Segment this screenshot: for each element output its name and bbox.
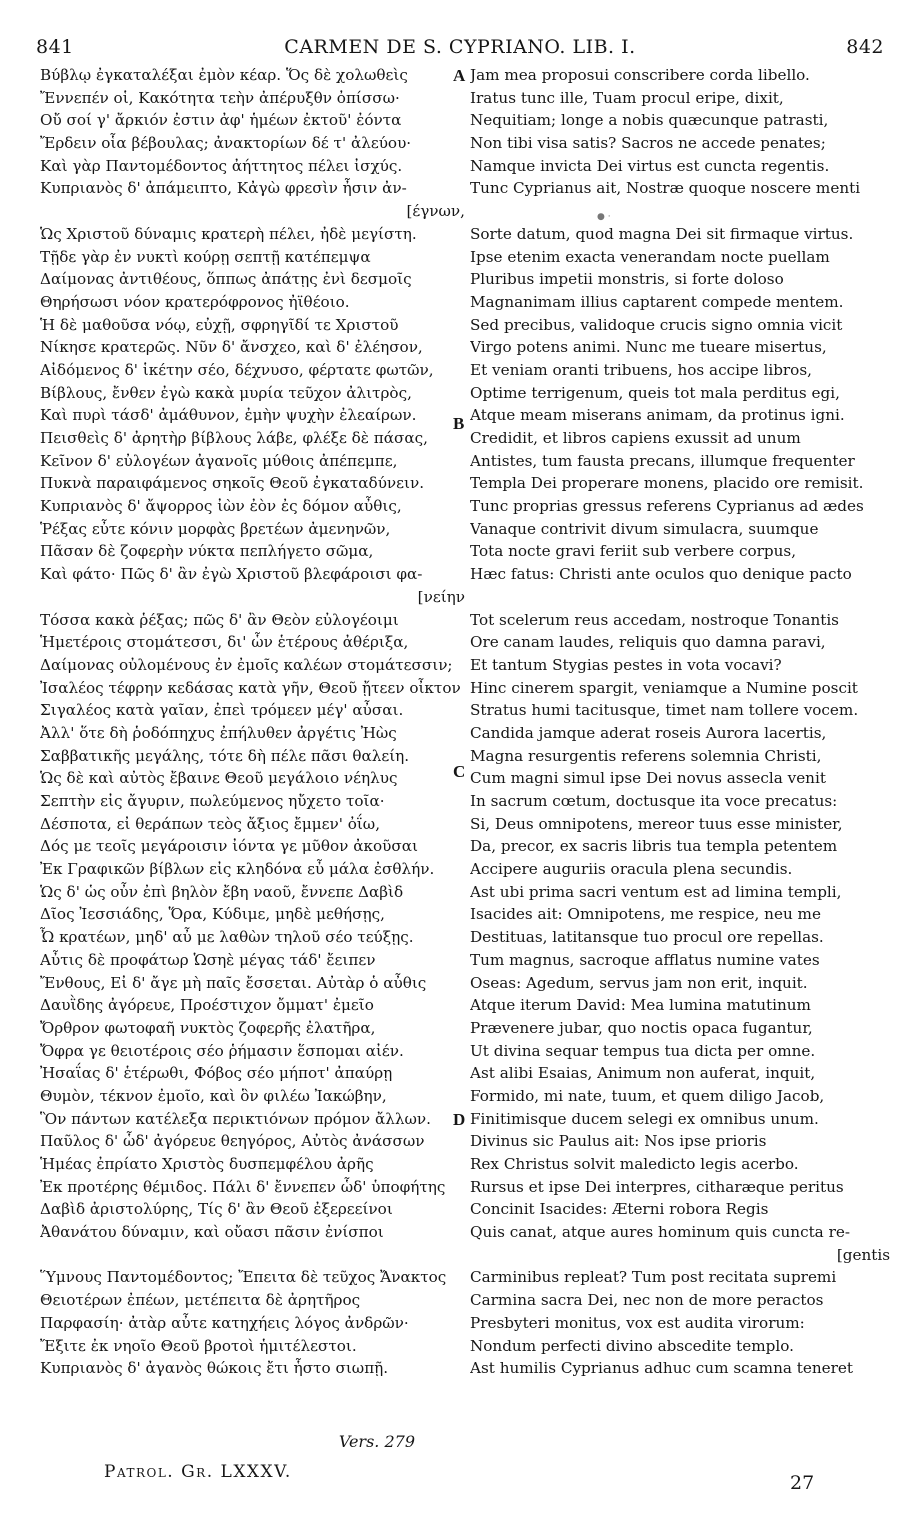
latin-verse-line: Tunc Cyprianus ait, Nostræ quoque noscere menti <box>470 179 861 198</box>
running-title: CARMEN DE S. CYPRIANO. LIB. I. <box>284 36 636 58</box>
greek-verse-line: Ὃν πάντων κατέλεξα περικτιόνων πρόμον ἄλλων. <box>40 1109 431 1128</box>
latin-verse-line: Credidit, et libros capiens exussit ad unum <box>470 429 801 447</box>
greek-verse-line: Σεπτὴν εἰς ἄγυριν, πωλεύμενος ηὔχετο τοῖα· <box>40 792 385 810</box>
margin-marker-b: B <box>453 414 465 433</box>
latin-verse-line: Templa Dei properare monens, placido ore remisit. <box>470 474 864 493</box>
latin-verse-line: Pluribus impetii monstris, si forte doloso <box>470 270 784 289</box>
latin-verse-line: Ipse etenim exacta venerandam nocte puellam <box>470 247 830 266</box>
greek-verse-line: Παρφασίη· ἀτὰρ αὖτε κατηχήεις λόγος ἀνδρῶν· <box>40 1313 409 1332</box>
greek-verse-line: Ἠσαΐας δ' ἑτέρωθι, Φόβος σέο μήποτ' ἀπαύρῃ <box>40 1064 393 1083</box>
latin-verse-line: Iratus tunc ille, Tuam procul eripe, dixit, <box>470 88 784 107</box>
greek-verse-line: Θυμὸν, τέκνον ἐμοῖο, καὶ ὃν φιλέω Ἰακώβην, <box>40 1086 387 1105</box>
latin-verse-line: Tota nocte gravi feriit sub verbere corpus, <box>470 542 797 561</box>
greek-verse-line: Θειοτέρων ἐπέων, μετέπειτα δὲ ἀρητῆρος <box>40 1291 361 1310</box>
greek-verse-line: Ὦ κρατέων, μηδ' αὖ με λαθὼν τηλοῦ σέο τεύξῃς. <box>40 928 414 947</box>
latin-verse-line: Finitimisque ducem selegi ex omnibus unum. <box>470 1109 819 1128</box>
latin-verse-line: Ut divina sequar tempus tua dicta per omne. <box>470 1041 816 1060</box>
greek-verse-line: Ἰσαλέος τέφρην κεδάσας κατὰ γῆν, Θεοῦ ᾔτεεν οἶκτον <box>40 678 461 697</box>
latin-verse-line: Virgo potens animi. Nunc me tueare misertus, <box>470 338 827 357</box>
latin-verse-line: Cum magni simul ipse Dei novus assecla venit <box>470 769 826 788</box>
greek-verse-line: Θηρήσωσι νόον κρατερόφρονος ἠϊθέοιο. <box>40 292 350 311</box>
latin-verse-line: Isacides ait: Omnipotens, me respice, neu me <box>470 905 821 924</box>
greek-verse-line: Κεῖνον δ' εὐλογέων ἀγανοῖς μύθοις ἀπέπεμπε, <box>40 451 398 470</box>
latin-verse-line: Magna resurgentis referens solemnia Christi, <box>470 746 822 765</box>
greek-verse-line: Αὖτις δὲ προφάτωρ Ὡσηὲ μέγας τάδ' ἔειπεν <box>40 950 376 969</box>
greek-verse-line: Ἐκ προτέρης θέμιδος. Πάλι δ' ἔννεπεν ὧδ' ὑποφήτης <box>40 1177 446 1196</box>
greek-verse-line: Ῥέξας εὖτε κόνιν μορφὰς βρετέων ἀμενηνῶν, <box>40 519 391 538</box>
latin-verse-line: Ast ubi prima sacri ventum est ad limina templi, <box>470 882 842 901</box>
greek-verse-line: [έγνων, <box>406 202 465 221</box>
greek-verse-line: Ἀθανάτου δύναμιν, καὶ οὔασι πᾶσιν ἐνίσποι <box>40 1223 384 1242</box>
latin-verse-line: Tunc proprias gressus referens Cyprianus ad ædes <box>470 497 864 516</box>
greek-verse-line: Δαυῒδης ἀγόρευε, Προέστιχον ὄμματ' ἐμεῖο <box>40 996 374 1015</box>
latin-verse-line <box>470 586 890 609</box>
latin-verse-line: Da, precor, ex sacris libris tua templa petentem <box>470 837 838 856</box>
latin-verse-line: Carminibus repleat? Tum post recitata supremi <box>470 1268 837 1287</box>
latin-verse-line: Quis canat, atque aures hominum quis cuncta re- <box>470 1223 850 1242</box>
latin-verse-line: Ast alibi Esaias, Animum non auferat, inquit, <box>470 1064 816 1083</box>
verse-count: Vers. 279 <box>338 1432 415 1451</box>
footer-page-number: 27 <box>790 1472 815 1494</box>
latin-verse-line: Stratus humi tacitusque, timet nam tollere vocem. <box>470 701 859 720</box>
latin-verse-line: Prævenere jubar, quo noctis opaca fugantur, <box>470 1018 813 1037</box>
greek-verse-line: Νίκησε κρατερῶς. Νῦν δ' ἄνσχεο, καὶ δ' ἐλέησον, <box>40 338 423 357</box>
latin-verse-line: Formido, mi nate, tuum, et quem diligo Jacob, <box>470 1086 825 1105</box>
latin-verse-line: Oseas: Agedum, servus jam non erit, inquit. <box>470 973 808 992</box>
greek-verse-line: Σαββατικῆς μεγάλης, τότε δὴ πέλε πᾶσι θαλείη. <box>40 746 410 765</box>
greek-verse-line: Τόσσα κακὰ ῥέξας; πῶς δ' ἂν Θεὸν εὐλογέοιμι <box>40 610 399 629</box>
greek-verse-line: Ἔνθους, Εἰ δ' ἄγε μὴ παῖς ἔσσεται. Αὐτὰρ ὁ αὖθις <box>40 973 427 992</box>
latin-verse-line: Antistes, tum fausta precans, illumque frequenter <box>470 451 855 470</box>
latin-verse-line: Atque meam miserans animam, da protinus igni. <box>470 406 845 425</box>
latin-verse-line <box>470 200 890 223</box>
latin-verse-line: Et veniam oranti tribuens, hos accipe libros, <box>470 360 812 379</box>
latin-verse-line: Si, Deus omnipotens, mereor tuus esse minister, <box>470 814 843 833</box>
latin-verse-line: Presbyteri monitus, vox est audita virorum: <box>470 1313 805 1332</box>
page-number-right: 842 <box>846 36 884 58</box>
latin-verse-line: Hinc cinerem spargit, veniamque a Numine poscit <box>470 678 858 697</box>
greek-verse-line: Δῖος Ἰεσσιάδης, Ὅρα, Κύδιμε, μηδὲ μεθήσῃς, <box>40 905 385 924</box>
page-header <box>0 36 920 64</box>
greek-verse-line: Πεισθεὶς δ' ἀρητὴρ βίβλους λάβε, φλέξε δὲ πάσας, <box>40 429 428 447</box>
latin-verse-line: Rex Christus solvit maledicto legis acerbo. <box>470 1155 799 1173</box>
latin-verse-line: Optime terrigenum, queis tot mala perditus egi, <box>470 383 840 402</box>
latin-verse-line: Namque invicta Dei virtus est cuncta regentis. <box>470 156 830 175</box>
latin-verse-line: Tum magnus, sacroque afflatus numine vates <box>470 950 820 969</box>
greek-verse-line: Ἔξιτε ἐκ νηοῖο Θεοῦ βροτοὶ ἡμιτέλεστοι. <box>40 1336 357 1355</box>
greek-verse-line: Κυπριανὸς δ' ἀπάμειπτο, Κἀγὼ φρεσὶν ἦσιν ἀν- <box>40 179 407 198</box>
greek-verse-line: Ὄφρα γε θειοτέροις σέο ῥήμασιν ἕσπομαι αἰέν. <box>40 1041 404 1060</box>
latin-verse-line: Candida jamque aderat roseis Aurora lacertis, <box>470 723 827 742</box>
greek-verse-line: Σιγαλέος κατὰ γαῖαν, ἐπεὶ τρόμεεν μέγ' αὖσαι. <box>40 701 404 720</box>
greek-verse-line <box>40 1244 465 1267</box>
latin-verse-line: Et tantum Stygias pestes in vota vocavi? <box>470 655 782 674</box>
greek-verse-line: Δαβὶδ ἀριστολύρης, Τίς δ' ἂν Θεοῦ ἐξερεείνοι <box>40 1200 393 1219</box>
greek-verse-line: Δέσποτα, εἰ θεράπων τεὸς ἄξιος ἔμμεν' ὀΐω, <box>40 814 381 833</box>
greek-verse-line: Ὡς δ' ὡς οὖν ἐπὶ βηλὸν ἔβη ναοῦ, ἔννεπε Δαβὶδ <box>40 882 404 901</box>
latin-verse-line: Nequitiam; longe a nobis quæcunque patrasti, <box>470 111 829 130</box>
page-number-left: 841 <box>36 36 74 58</box>
ink-smudge: ● · <box>597 212 611 222</box>
greek-verse-line: Πυκνὰ παραιφάμενος σηκοῖς Θεοῦ ἐγκαταδύνειν. <box>40 474 425 493</box>
latin-verse-line: Nondum perfecti divino abscedite templo. <box>470 1336 794 1355</box>
latin-verse-line: [gentis <box>836 1245 890 1264</box>
latin-verse-line: Magnanimam illius captarent compede mentem. <box>470 292 844 311</box>
latin-verse-line: Atque iterum David: Mea lumina matutinum <box>470 996 811 1015</box>
greek-verse-line: Πᾶσαν δὲ ζοφερὴν νύκτα πεπλήγετο σῶμα, <box>40 542 374 561</box>
margin-marker-a: A <box>453 66 466 85</box>
greek-verse-line: Ὡς Χριστοῦ δύναμις κρατερὴ πέλει, ἠδὲ μεγίστη. <box>40 224 417 243</box>
greek-verse-line: Δαίμονας οὐλομένους ἐν ἐμοῖς καλέων στομάτεσσιν; <box>40 655 453 674</box>
greek-verse-line: Τῇδε γὰρ ἐν νυκτὶ κούρῃ σεπτῇ κατέπεμψα <box>40 247 371 266</box>
latin-verse-line: In sacrum cœtum, doctusque ita voce precatus: <box>470 792 838 810</box>
greek-verse-line: Ἀλλ' ὅτε δὴ ῥοδόπηχυς ἐπήλυθεν ἀργέτις Ἠὼς <box>40 723 397 742</box>
greek-verse-line: Ἡ δὲ μαθοῦσα νόῳ, εὐχῇ, σφρηγῖδί τε Χριστοῦ <box>40 315 399 334</box>
greek-verse-line: Ἐκ Γραφικῶν βίβλων εἰς κληδόνα εὖ μάλα ἐσθλήν. <box>40 860 435 879</box>
greek-text-column <box>40 64 465 1380</box>
margin-marker-c: C <box>453 762 466 781</box>
greek-verse-line: Ὕμνους Παντομέδοντος; Ἔπειτα δὲ τεῦχος Ἄνακτος <box>40 1268 447 1287</box>
margin-marker-d: D <box>453 1110 466 1129</box>
greek-verse-line: Βύβλῳ ἐγκαταλέξαι ἐμὸν κέαρ. Ὅς δὲ χολωθεὶς <box>40 66 408 84</box>
greek-verse-line: Δαίμονας ἀντιθέους, ὅππως ἀπάτῃς ἐνὶ δεσμοῖς <box>40 270 412 289</box>
greek-verse-line: Ὡς δὲ καὶ αὐτὸς ἔβαινε Θεοῦ μεγάλοιο νέηλυς <box>40 769 398 788</box>
latin-verse-line: Divinus sic Paulus ait: Nos ipse prioris <box>470 1132 767 1151</box>
greek-verse-line: Καὶ φάτο· Πῶς δ' ἂν ἐγὼ Χριστοῦ βλεφάροισι φα- <box>40 565 423 584</box>
greek-verse-line: Ἡμέας ἐπρίατο Χριστὸς δυσπεμφέλου ἀρῆς <box>40 1155 374 1173</box>
latin-verse-line: Non tibi visa satis? Sacros ne accede penates; <box>470 134 826 153</box>
latin-verse-line: Ore canam laudes, reliquis quo damna paravi, <box>470 633 826 652</box>
latin-verse-line: Carmina sacra Dei, nec non de more peractos <box>470 1291 824 1310</box>
greek-verse-line: Αἰδόμενος δ' ἱκέτην σέο, δέχνυσο, φέρτατε φωτῶν, <box>40 360 434 379</box>
latin-verse-line: Destituas, latitansque tuo procul ore repellas. <box>470 928 824 947</box>
greek-verse-line: [νείην <box>417 587 465 606</box>
greek-verse-line: Οὔ σοί γ' ἄρκιόν ἐστιν ἀφ' ἡμέων ἐκτοῦ' ἐόντα <box>40 111 402 130</box>
latin-verse-line: Concinit Isacides: Æterni robora Regis <box>470 1200 769 1219</box>
greek-verse-line: Ἡμετέροις στομάτεσσι, δι' ὧν ἑτέρους ἀθέριξα, <box>40 633 409 652</box>
greek-verse-line: Κυπριανὸς δ' ἄψορρος ἰὼν ἐὸν ἐς δόμον αὖθις, <box>40 497 402 516</box>
greek-verse-line: Παῦλος δ' ὧδ' ἀγόρευε θεηγόρος, Αὐτὸς ἀνάσσων <box>40 1132 425 1151</box>
latin-verse-line: Sed precibus, validoque crucis signo omnia vicit <box>470 315 843 334</box>
latin-verse-line: Vanaque contrivit divum simulacra, suumque <box>470 519 819 538</box>
greek-verse-line: Δός με τεοῖς μεγάροισιν ἰόντα γε μῦθον ἀκοῦσαι <box>40 837 418 856</box>
greek-verse-line: Ἔρδειν οἷα βέβουλας; ἀνακτορίων δέ τ' ἀλεύου· <box>40 134 412 153</box>
latin-verse-line: Tot scelerum reus accedam, nostroque Tonantis <box>470 610 839 629</box>
latin-verse-line: Rursus et ipse Dei interpres, citharæque peritus <box>470 1177 844 1196</box>
footer-series: Patrol. Gr. LXXXV. <box>104 1462 292 1482</box>
greek-verse-line: Κυπριανὸς δ' ἀγανὸς θώκοις ἔτι ἧστο σιωπῇ. <box>40 1359 389 1378</box>
latin-verse-line: Sorte datum, quod magna Dei sit firmaque virtus. <box>470 224 854 243</box>
greek-verse-line: Καὶ γὰρ Παντομέδοντος ἀήττητος πέλει ἰσχύς. <box>40 156 403 175</box>
greek-verse-line: Καὶ πυρὶ τάσδ' ἀμάθυνον, ἐμὴν ψυχὴν ἐλεαίρων. <box>40 406 417 425</box>
latin-verse-line: Accipere auguriis oracula plena secundis. <box>470 860 793 879</box>
latin-text-column <box>470 64 890 1380</box>
greek-verse-line: Βίβλους, ἔνθεν ἐγὼ κακὰ μυρία τεῦχον ἀλιτρὸς, <box>40 383 412 402</box>
latin-verse-line: Jam mea proposui conscribere corda libello. <box>470 66 810 84</box>
latin-verse-line: Hæc fatus: Christi ante oculos quo denique pacto <box>470 565 852 584</box>
greek-verse-line: Ἔννεπέν οἱ, Κακότητα τεὴν ἀπέρυξθν ὀπίσσω· <box>40 88 400 107</box>
latin-verse-line: Ast humilis Cyprianus adhuc cum scamna teneret <box>470 1359 853 1378</box>
greek-verse-line: Ὄρθρον φωτοφαῆ νυκτὸς ζοφερῆς ἐλατῆρα, <box>40 1018 376 1037</box>
